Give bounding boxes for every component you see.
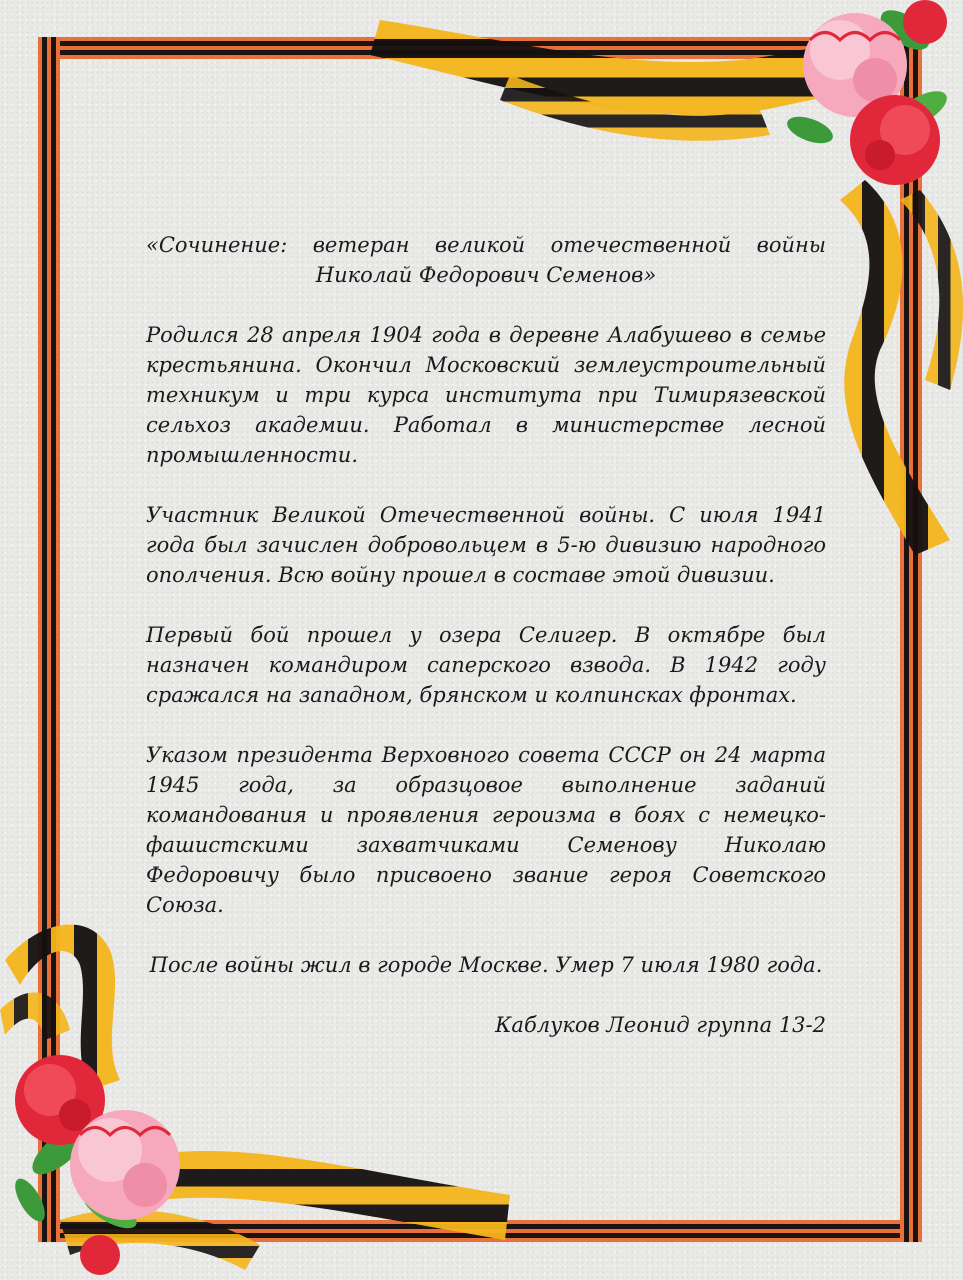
title-line-1: «Сочинение: ветеран великой отечественной войны xyxy=(146,233,826,257)
paragraph-biography: Родился 28 апреля 1904 года в деревне Алабушево в семье крестьянина. Окончил Московский землеустроительный техникум и три курса института при Тимирязевской сельхоз академии. Работал в министерстве лесной промышленности. xyxy=(146,323,826,467)
title-line-2: Николай Федорович Семенов» xyxy=(315,263,657,287)
leaf xyxy=(9,1174,50,1226)
left-ribbon-fold xyxy=(0,993,70,1040)
essay-title xyxy=(146,230,826,290)
paragraph-hero-award: Указом президента Верховного совета СССР он 24 марта 1945 года, за образцовое выполнение заданий командования и проявления героизма в боях с немецко-фашистскими захватчиками Семенову Николаю Федоровичу было присвоено звание героя Советского Союза. xyxy=(146,743,826,917)
paragraph-after-war: После войны жил в городе Москве. Умер 7 июля 1980 года. xyxy=(149,953,823,977)
author-signature: Каблуков Леонид группа 13-2 xyxy=(495,1013,826,1037)
right-ribbon-fold xyxy=(900,190,963,390)
carnation-red xyxy=(850,95,940,185)
leaf xyxy=(784,111,837,148)
paragraph-battles: Первый бой прошел у озера Селигер. В октябре был назначен командиром саперского взвода. В 1942 году сражался на западном, брянском и колпинсках фронтах. xyxy=(146,623,826,707)
carnation-pink xyxy=(70,1110,180,1220)
paragraph-war-participation: Участник Великой Отечественной войны. С июля 1941 года был зачислен добровольцем в 5-ю дивизию народного ополчения. Всю войну прошел в составе этой дивизии. xyxy=(146,503,826,587)
carnation-red-small xyxy=(80,1235,120,1275)
carnation-red-small xyxy=(903,0,947,44)
essay-text xyxy=(146,230,826,1040)
